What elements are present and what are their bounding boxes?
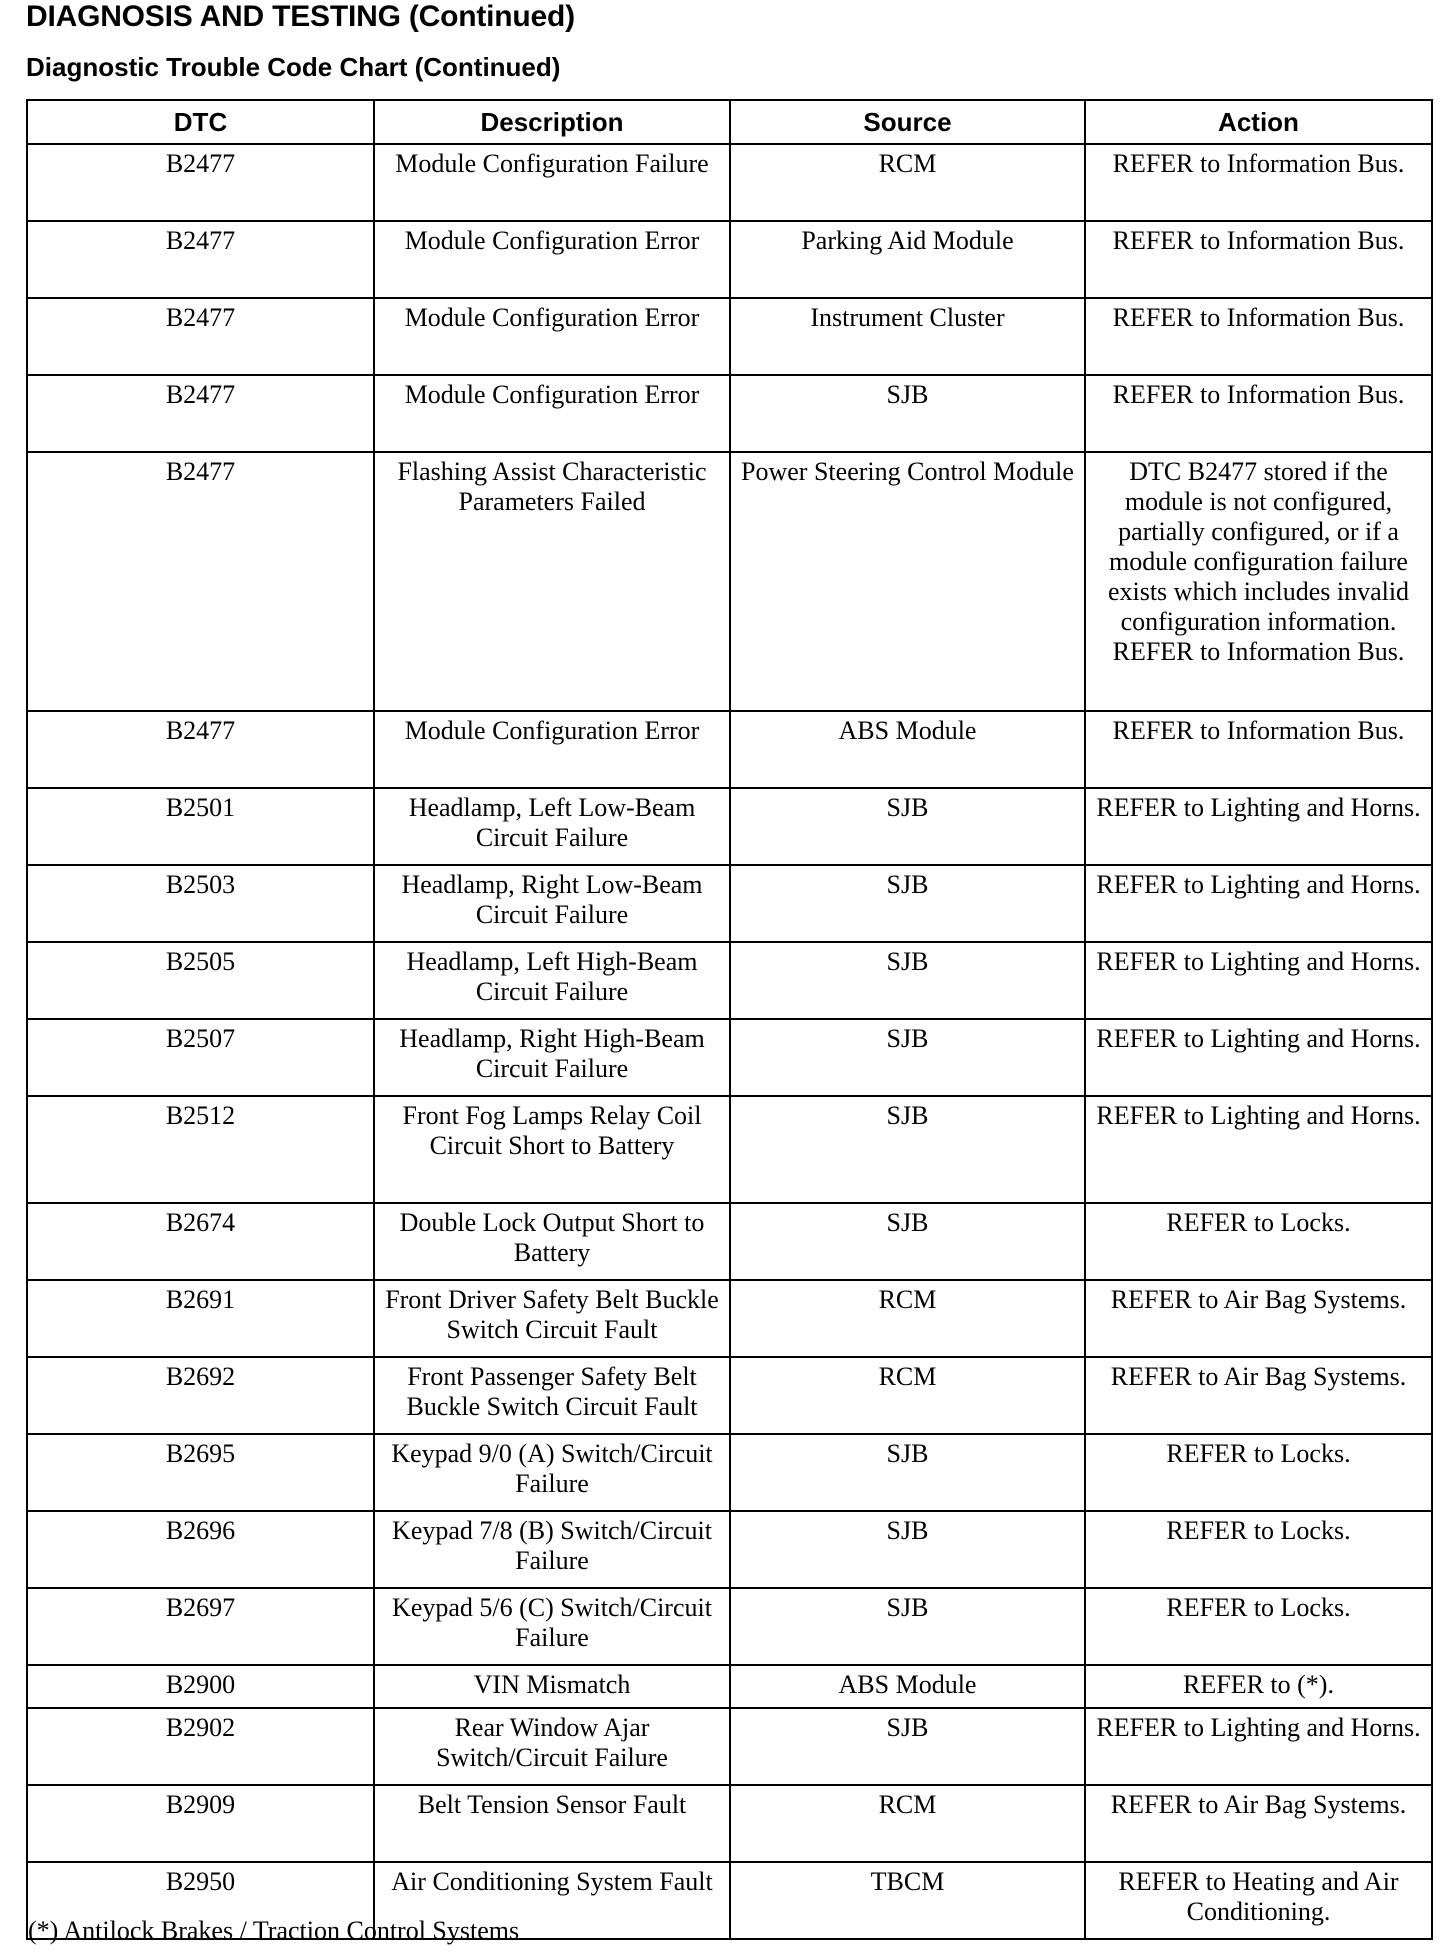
dtc-cell: B2501 — [27, 788, 374, 865]
table-row — [27, 1588, 1432, 1665]
action-cell: REFER to Lighting and Horns. — [1085, 788, 1432, 865]
dtc-cell: B2477 — [27, 452, 374, 711]
source-cell: Power Steering Control Module — [730, 452, 1085, 711]
dtc-cell: B2695 — [27, 1434, 374, 1511]
description-cell: Keypad 9/0 (A) Switch/Circuit Failure — [374, 1434, 730, 1511]
dtc-cell: B2512 — [27, 1096, 374, 1203]
table-row — [27, 452, 1432, 711]
source-cell: SJB — [730, 942, 1085, 1019]
action-cell: DTC B2477 stored if the module is not configured, partially configured, or if a module configuration failure exists which includes invalid configuration information. REFER to Information Bus. — [1085, 452, 1432, 711]
dtc-cell: B2503 — [27, 865, 374, 942]
source-cell: SJB — [730, 1434, 1085, 1511]
dtc-cell: B2477 — [27, 375, 374, 452]
description-cell: Front Driver Safety Belt Buckle Switch Circuit Fault — [374, 1280, 730, 1357]
source-cell: SJB — [730, 1708, 1085, 1785]
column-header-source: Source — [730, 100, 1085, 144]
description-cell: VIN Mismatch — [374, 1665, 730, 1708]
source-cell: RCM — [730, 1357, 1085, 1434]
action-cell: REFER to Heating and Air Conditioning. — [1085, 1862, 1432, 1939]
source-cell: ABS Module — [730, 711, 1085, 788]
description-cell: Headlamp, Left Low-Beam Circuit Failure — [374, 788, 730, 865]
description-cell: Module Configuration Failure — [374, 144, 730, 221]
table-row — [27, 1280, 1432, 1357]
table-row — [27, 942, 1432, 1019]
dtc-cell: B2505 — [27, 942, 374, 1019]
dtc-cell: B2477 — [27, 221, 374, 298]
dtc-cell: B2674 — [27, 1203, 374, 1280]
table-header-row — [27, 100, 1432, 144]
description-cell: Air Conditioning System Fault — [374, 1862, 730, 1939]
source-cell: Instrument Cluster — [730, 298, 1085, 375]
action-cell: REFER to Information Bus. — [1085, 298, 1432, 375]
description-cell: Module Configuration Error — [374, 711, 730, 788]
description-cell: Headlamp, Right Low-Beam Circuit Failure — [374, 865, 730, 942]
description-cell: Front Fog Lamps Relay Coil Circuit Short to Battery — [374, 1096, 730, 1203]
description-cell: Flashing Assist Characteristic Parameters Failed — [374, 452, 730, 711]
description-cell: Headlamp, Left High-Beam Circuit Failure — [374, 942, 730, 1019]
table-row — [27, 298, 1432, 375]
action-cell: REFER to Information Bus. — [1085, 375, 1432, 452]
source-cell: SJB — [730, 1511, 1085, 1588]
action-cell: REFER to Air Bag Systems. — [1085, 1280, 1432, 1357]
action-cell: REFER to Air Bag Systems. — [1085, 1785, 1432, 1862]
action-cell: REFER to Lighting and Horns. — [1085, 1019, 1432, 1096]
dtc-cell: B2691 — [27, 1280, 374, 1357]
source-cell: SJB — [730, 375, 1085, 452]
table-row — [27, 1708, 1432, 1785]
table-row — [27, 1511, 1432, 1588]
action-cell: REFER to Locks. — [1085, 1511, 1432, 1588]
description-cell: Module Configuration Error — [374, 375, 730, 452]
source-cell: ABS Module — [730, 1665, 1085, 1708]
description-cell: Headlamp, Right High-Beam Circuit Failure — [374, 1019, 730, 1096]
description-cell: Module Configuration Error — [374, 298, 730, 375]
table-row — [27, 1785, 1432, 1862]
source-cell: SJB — [730, 865, 1085, 942]
dtc-cell: B2696 — [27, 1511, 374, 1588]
action-cell: REFER to Locks. — [1085, 1203, 1432, 1280]
table-row — [27, 788, 1432, 865]
table-row — [27, 1203, 1432, 1280]
dtc-cell: B2507 — [27, 1019, 374, 1096]
source-cell: SJB — [730, 788, 1085, 865]
description-cell: Keypad 5/6 (C) Switch/Circuit Failure — [374, 1588, 730, 1665]
dtc-cell: B2902 — [27, 1708, 374, 1785]
table-row — [27, 1019, 1432, 1096]
table-row — [27, 1357, 1432, 1434]
action-cell: REFER to Locks. — [1085, 1588, 1432, 1665]
dtc-cell: B2692 — [27, 1357, 374, 1434]
dtc-cell: B2909 — [27, 1785, 374, 1862]
column-header-description: Description — [374, 100, 730, 144]
source-cell: SJB — [730, 1096, 1085, 1203]
dtc-cell: B2900 — [27, 1665, 374, 1708]
description-cell: Double Lock Output Short to Battery — [374, 1203, 730, 1280]
table-row — [27, 1096, 1432, 1203]
source-cell: SJB — [730, 1588, 1085, 1665]
action-cell: REFER to (*). — [1085, 1665, 1432, 1708]
dtc-table — [26, 99, 1433, 1940]
dtc-cell: B2950 — [27, 1862, 374, 1939]
dtc-cell: B2477 — [27, 144, 374, 221]
table-row — [27, 144, 1432, 221]
table-row — [27, 865, 1432, 942]
table-row — [27, 1665, 1432, 1708]
column-header-action: Action — [1085, 100, 1432, 144]
action-cell: REFER to Information Bus. — [1085, 711, 1432, 788]
source-cell: Parking Aid Module — [730, 221, 1085, 298]
source-cell: SJB — [730, 1019, 1085, 1096]
action-cell: REFER to Lighting and Horns. — [1085, 1708, 1432, 1785]
table-row — [27, 1434, 1432, 1511]
source-cell: TBCM — [730, 1862, 1085, 1939]
action-cell: REFER to Information Bus. — [1085, 144, 1432, 221]
dtc-cell: B2477 — [27, 298, 374, 375]
source-cell: SJB — [730, 1203, 1085, 1280]
table-row — [27, 375, 1432, 452]
column-header-dtc: DTC — [27, 100, 374, 144]
action-cell: REFER to Information Bus. — [1085, 221, 1432, 298]
action-cell: REFER to Lighting and Horns. — [1085, 942, 1432, 1019]
action-cell: REFER to Air Bag Systems. — [1085, 1357, 1432, 1434]
description-cell: Module Configuration Error — [374, 221, 730, 298]
dtc-cell: B2477 — [27, 711, 374, 788]
table-row — [27, 711, 1432, 788]
description-cell: Keypad 7/8 (B) Switch/Circuit Failure — [374, 1511, 730, 1588]
source-cell: RCM — [730, 144, 1085, 221]
action-cell: REFER to Locks. — [1085, 1434, 1432, 1511]
action-cell: REFER to Lighting and Horns. — [1085, 1096, 1432, 1203]
table-row — [27, 221, 1432, 298]
chart-subtitle: Diagnostic Trouble Code Chart (Continued) — [26, 52, 561, 82]
page-title: DIAGNOSIS AND TESTING (Continued) — [26, 0, 575, 33]
source-cell: RCM — [730, 1785, 1085, 1862]
dtc-cell: B2697 — [27, 1588, 374, 1665]
source-cell: RCM — [730, 1280, 1085, 1357]
description-cell: Belt Tension Sensor Fault — [374, 1785, 730, 1862]
action-cell: REFER to Lighting and Horns. — [1085, 865, 1432, 942]
description-cell: Front Passenger Safety Belt Buckle Switch Circuit Fault — [374, 1357, 730, 1434]
description-cell: Rear Window Ajar Switch/Circuit Failure — [374, 1708, 730, 1785]
footnote: (*) Antilock Brakes / Traction Control Systems — [28, 1916, 520, 1945]
